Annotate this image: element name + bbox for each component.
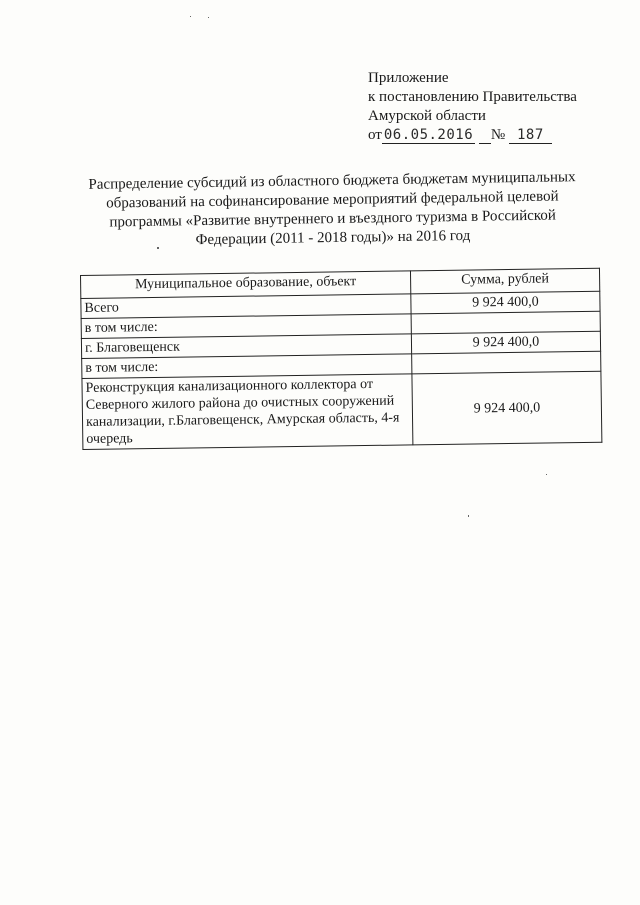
scan-speck xyxy=(157,247,159,249)
approval-resolution: к постановлению Правительства xyxy=(368,89,577,105)
cell-name: в том числе: xyxy=(81,314,411,339)
cell-amount: 9 924 400,0 xyxy=(412,371,602,445)
scan-speck xyxy=(208,17,209,18)
approval-date-line xyxy=(368,126,628,145)
approval-region: Амурской области xyxy=(368,108,486,124)
approval-from-label: от xyxy=(368,127,382,143)
heading-line-1: Распределение субсидий из областного бюджета бюджетам муниципальных xyxy=(88,169,576,193)
scan-speck xyxy=(546,474,547,475)
approval-gap xyxy=(479,127,491,144)
subsidy-table-wrapper xyxy=(80,268,602,450)
scan-speck xyxy=(190,16,191,17)
heading-line-4: Федерации (2011 - 2018 годы)» на 2016 год xyxy=(195,227,471,249)
document-heading xyxy=(79,168,585,252)
approval-number: 187 xyxy=(509,127,552,144)
approval-date: 06.05.2016 xyxy=(383,127,474,143)
approval-title: Приложение xyxy=(368,70,449,86)
scan-speck xyxy=(468,515,469,517)
heading-line-2: образований на софинансирование мероприятий федеральной целевой xyxy=(106,188,559,212)
cell-name: г. Благовещенск xyxy=(81,334,411,359)
header-amount: Сумма, рублей xyxy=(410,268,599,294)
heading-line-3: программы «Развитие внутреннего и въездного туризма в Российской xyxy=(109,207,556,231)
cell-amount xyxy=(411,311,600,334)
cell-amount xyxy=(412,351,601,374)
subsidy-table xyxy=(80,268,602,450)
cell-amount: 9 924 400,0 xyxy=(411,331,600,354)
approval-number-sign: № xyxy=(490,127,506,143)
cell-amount: 9 924 400,0 xyxy=(411,291,600,314)
cell-name: в том числе: xyxy=(82,354,412,379)
cell-name: Всего xyxy=(81,294,411,319)
table-row-object xyxy=(82,371,602,449)
cell-name: Реконструкция канализационного коллектора от Северного жилого района до очистных сооружений канализации, г.Благовещенск, Амурская область, 4-я очередь xyxy=(82,374,413,450)
approval-block xyxy=(368,69,628,145)
header-municipality: Муниципальное образование, объект xyxy=(81,271,411,299)
